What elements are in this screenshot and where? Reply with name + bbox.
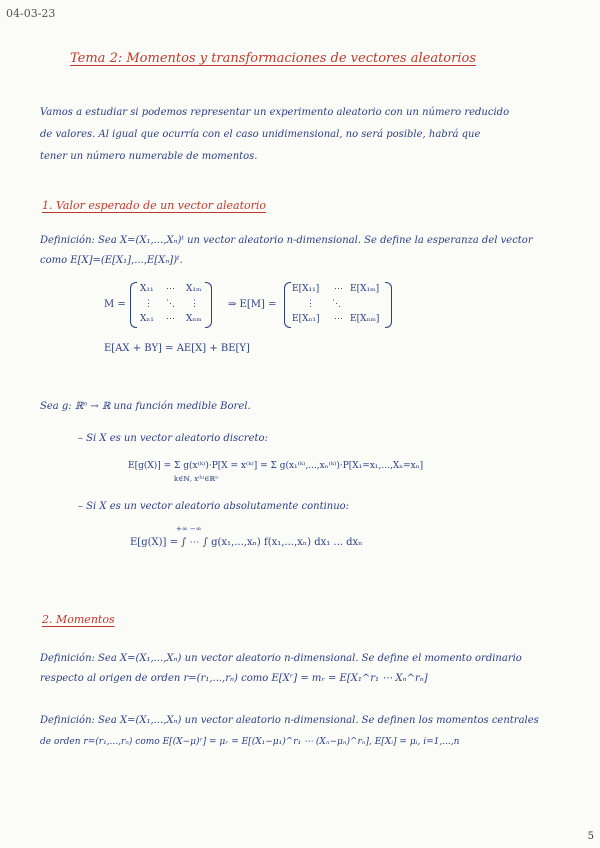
definition-1-line-1: Definición: Sea X=(X₁,...,Xₙ)ᵗ un vector aleatorio n-dimensional. Se define la esperanza del vector [40, 235, 533, 246]
linearity-formula: E[AX + BY] = AE[X] + BE[Y] [104, 343, 250, 354]
matrix-cell: ⋮ [190, 299, 199, 309]
page-number: 5 [587, 831, 594, 842]
definition-2-line-1: Definición: Sea X=(X₁,...,Xₙ) un vector aleatorio n-dimensional. Se define el momento ordinario [40, 653, 522, 664]
ematrix-cell: E[X₁₁] [292, 284, 320, 294]
definition-3-line-1: Definición: Sea X=(X₁,...,Xₙ) un vector aleatorio n-dimensional. Se definen los momentos centrales [40, 715, 539, 726]
integral-limits: +∞ −∞ [176, 525, 202, 533]
matrix-cell: ⋮ [144, 299, 153, 309]
date-label: 04-03-23 [6, 7, 56, 20]
matrix-cell: Xₙ₁ [140, 314, 154, 324]
ematrix-cell: ⋯ [334, 284, 343, 294]
definition-2-line-2: respecto al origen de orden r=(r₁,...,rₙ) como E[Xʳ] = mᵣ = E[X₁^r₁ ⋯ Xₙ^rₙ] [40, 673, 428, 684]
section-2-heading-text: 2. Momentos [42, 613, 115, 626]
ematrix-cell: ⋮ [306, 299, 315, 309]
function-statement: Sea g: ℝⁿ → ℝ una función medible Borel. [40, 401, 251, 412]
definition-1-line-2: como E[X]=(E[X₁],...,E[Xₙ])ᵗ. [40, 255, 183, 266]
page-title [70, 52, 476, 65]
ematrix-cell: ⋯ [334, 314, 343, 324]
ematrix-right-bracket [385, 282, 392, 328]
page-title-text: Tema 2: Momentos y transformaciones de vectores aleatorios [70, 51, 477, 66]
ematrix-cell: E[Xₙ₁] [292, 314, 320, 324]
matrix-left-bracket [130, 282, 137, 328]
matrix-cell: X₁ₘ [186, 284, 202, 294]
matrix-cell: ⋯ [166, 314, 175, 324]
section-2-heading [42, 614, 115, 625]
implies-expectation: ⇒ E[M] = [228, 299, 277, 310]
discrete-expectation-formula: E[g(X)] = Σ g(x⁽ᵏ⁾)·P[X = x⁽ᵏ⁾] = Σ g(x₁⁽ᵏ⁾,...,xₙ⁽ᵏ⁾)·P[X₁=x₁,...,Xₙ=xₙ] [128, 461, 424, 471]
ematrix-cell: ⋱ [332, 299, 341, 309]
continuous-expectation-formula: E[g(X)] = ∫ ⋯ ∫ g(x₁,...,xₙ) f(x₁,...,xₙ) dx₁ ... dxₙ [130, 537, 363, 548]
section-1-heading [42, 200, 266, 211]
section-1-heading-text: 1. Valor esperado de un vector aleatorio [42, 199, 267, 212]
matrix-label: M = [104, 299, 126, 310]
intro-line-3: tener un número numerable de momentos. [40, 151, 258, 162]
definition-3-line-2: de orden r=(r₁,...,rₙ) como E[(X−μ)ʳ] = μᵣ = E[(X₁−μ₁)^r₁ ⋯ (Xₙ−μₙ)^rₙ], E[Xᵢ] = μᵢ, i=1,...,n [40, 737, 460, 747]
matrix-cell: ⋯ [166, 284, 175, 294]
intro-line-2: de valores. Al igual que ocurría con el caso unidimensional, no será posible, habrá que [40, 129, 481, 140]
intro-line-1: Vamos a estudiar si podemos representar un experimento aleatorio con un número reducido [40, 107, 510, 118]
ematrix-left-bracket [284, 282, 291, 328]
case-discrete-label: – Si X es un vector aleatorio discreto: [78, 433, 268, 444]
matrix-right-bracket [205, 282, 212, 328]
matrix-cell: ⋱ [166, 299, 175, 309]
discrete-sum-index: k∈ℕ, x⁽ᵏ⁾∈ℝⁿ [174, 475, 219, 483]
matrix-cell: Xₙₘ [186, 314, 202, 324]
matrix-m [130, 282, 212, 328]
matrix-cell: X₁₁ [140, 284, 154, 294]
ematrix-cell: E[Xₙₘ] [350, 314, 380, 324]
ematrix-cell: E[X₁ₘ] [350, 284, 380, 294]
case-continuous-label: – Si X es un vector aleatorio absolutamente continuo: [78, 501, 350, 512]
expectation-matrix [284, 282, 392, 328]
